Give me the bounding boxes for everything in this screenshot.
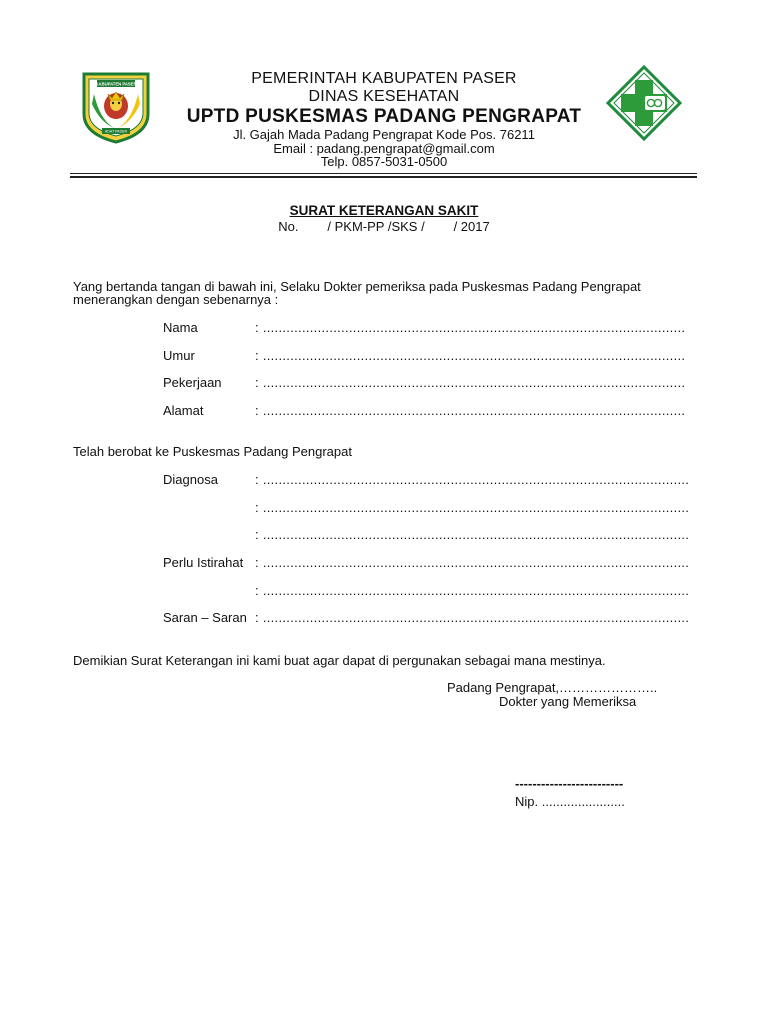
treated-statement: Telah berobat ke Puskesmas Padang Pengrapat	[73, 444, 352, 459]
signature-line: -------------------------	[515, 776, 624, 791]
field-label: Pekerjaan	[163, 375, 222, 390]
field-label: Nama	[163, 320, 198, 335]
letterhead-department: DINAS KESEHATAN	[308, 88, 460, 105]
field-dots: : ............................................................................................................	[255, 320, 686, 335]
letterhead-address: Jl. Gajah Mada Padang Pengrapat Kode Pos. 76211	[233, 127, 535, 142]
intro-line-1: Yang bertanda tangan di bawah ini, Selaku Dokter pemeriksa pada Puskesmas Padang Pengrapat	[73, 279, 641, 294]
svg-text:KABUPATEN PASER: KABUPATEN PASER	[95, 81, 137, 87]
closing-statement: Demikian Surat Keterangan ini kami buat agar dapat di pergunakan sebagai mana mestinya.	[73, 653, 606, 668]
field-label: Saran – Saran	[163, 610, 247, 625]
field-dots: : .............................................................................................................	[255, 527, 690, 542]
signer-nip: Nip. .......................	[515, 794, 625, 809]
document-number: No. / PKM-PP /SKS / / 2017	[278, 219, 490, 234]
intro-line-2: menerangkan dengan sebenarnya :	[73, 292, 279, 307]
svg-text:ADAT PASER: ADAT PASER	[104, 129, 128, 134]
letterhead-divider-thick	[70, 176, 697, 178]
field-dots: : .............................................................................................................	[255, 500, 690, 515]
field-dots: : .............................................................................................................	[255, 583, 690, 598]
letterhead-government: PEMERINTAH KABUPATEN PASER	[251, 70, 517, 87]
field-label: Perlu Istirahat	[163, 555, 244, 570]
field-dots: : ............................................................................................................	[255, 403, 686, 418]
letterhead-institution: UPTD PUSKESMAS PADANG PENGRAPAT	[186, 106, 582, 127]
field-dots: : ............................................................................................................	[255, 375, 686, 390]
field-label: Diagnosa	[163, 472, 218, 487]
letterhead-email: Email : padang.pengrapat@gmail.com	[273, 141, 495, 156]
field-label: Umur	[163, 348, 195, 363]
signer-title: Dokter yang Memeriksa	[499, 694, 637, 709]
document-title: SURAT KETERANGAN SAKIT	[289, 203, 479, 218]
field-label: Alamat	[163, 403, 204, 418]
letterhead-divider-thin	[70, 173, 697, 174]
field-dots: : .............................................................................................................	[255, 610, 690, 625]
field-dots: : .............................................................................................................	[255, 472, 690, 487]
field-dots: : .............................................................................................................	[255, 555, 690, 570]
field-dots: : ............................................................................................................	[255, 348, 686, 363]
place-date: Padang Pengrapat,…………………..	[447, 680, 658, 695]
letterhead-phone: Telp. 0857-5031-0500	[320, 154, 448, 169]
